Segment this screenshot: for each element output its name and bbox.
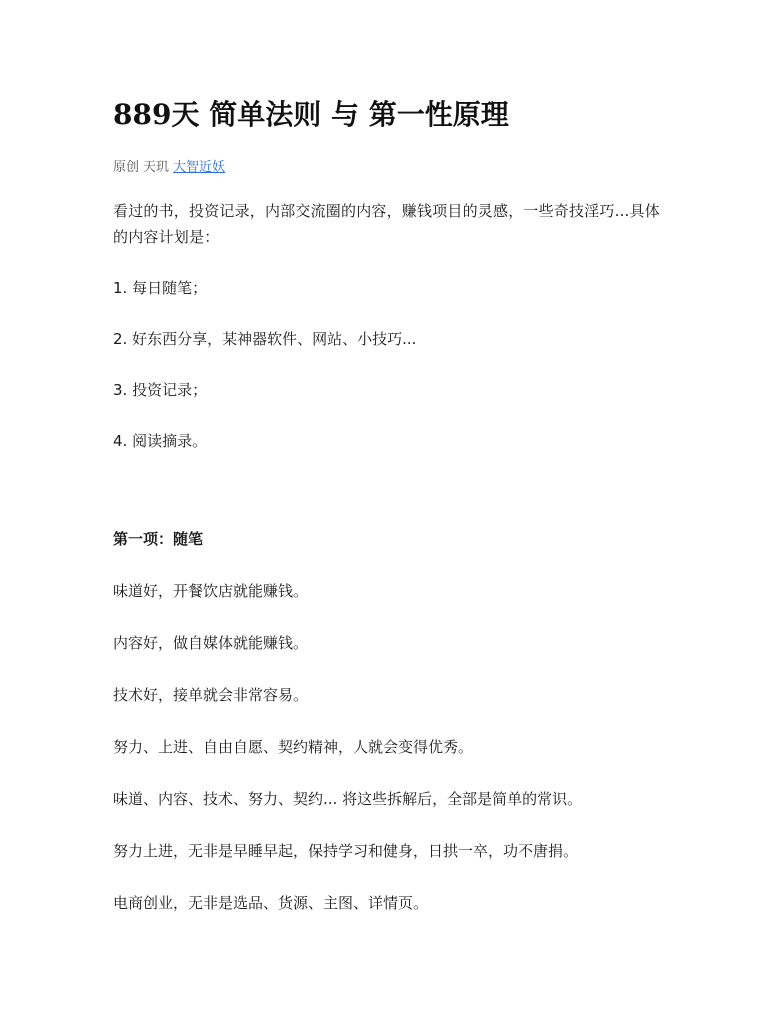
plan-item-1: 1. 每日随笔； xyxy=(113,279,208,297)
plan-item-4: 4. 阅读摘录。 xyxy=(113,432,208,450)
body-paragraph: 内容好，做自媒体就能赚钱。 xyxy=(113,634,309,652)
plan-item-2: 2. 好东西分享，某神器软件、网站、小技巧... xyxy=(113,330,417,348)
body-paragraph: 努力上进，无非是早睡早起，保持学习和健身，日拱一卒，功不唐捐。 xyxy=(113,842,579,860)
body-paragraph: 电商创业，无非是选品、货源、主图、详情页。 xyxy=(113,894,429,912)
intro-paragraph: 看过的书，投资记录，内部交流圈的内容，赚钱项目的灵感，一些奇技淫巧...具体的内容计划是： xyxy=(113,202,660,246)
plan-item-3: 3. 投资记录； xyxy=(113,381,208,399)
body-paragraph: 味道、内容、技术、努力、契约... 将这些拆解后，全部是简单的常识。 xyxy=(113,790,583,808)
body-paragraph: 技术好，接单就会非常容易。 xyxy=(113,686,309,704)
body-paragraph: 努力、上进、自由自愿、契约精神，人就会变得优秀。 xyxy=(113,738,474,756)
article-meta xyxy=(113,158,673,178)
author-name: 天玑 xyxy=(143,160,170,175)
body-paragraph: 味道好，开餐饮店就能赚钱。 xyxy=(113,582,309,600)
article xyxy=(113,96,673,916)
article-title: 889天 简单法则 与 第一性原理 xyxy=(113,98,509,131)
section-heading: 第一项：随笔 xyxy=(113,530,204,548)
account-link[interactable]: 大智近妖 xyxy=(173,160,226,175)
original-label: 原创 xyxy=(113,160,140,175)
